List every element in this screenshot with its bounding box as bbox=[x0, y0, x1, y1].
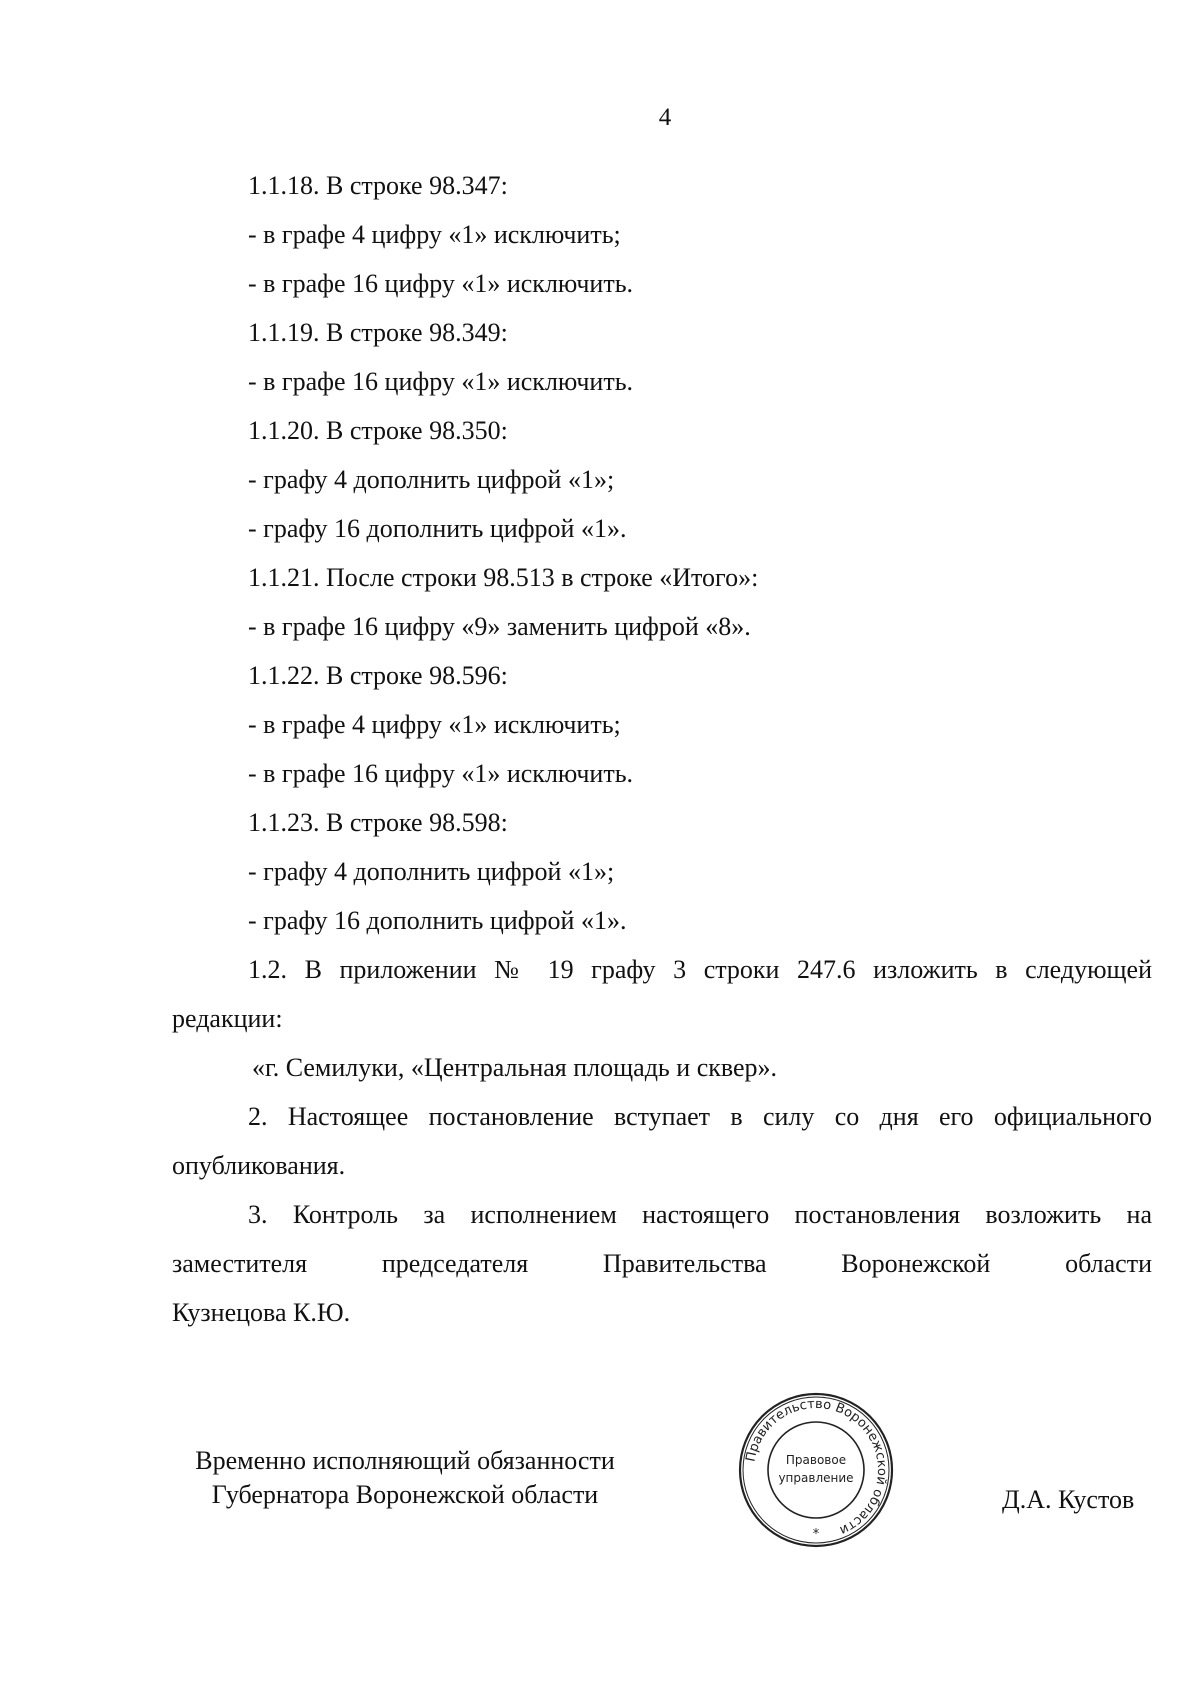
page-number: 4 bbox=[658, 104, 672, 131]
quoted-text: «г. Семилуки, «Центральная площадь и сквер». bbox=[252, 1053, 778, 1082]
item-1-1-20: 1.1.20. В строке 98.350: bbox=[248, 416, 508, 445]
item-2: 2. Настоящее постановление вступает в силу со дня его официального bbox=[248, 1102, 1152, 1131]
item-1-1-22: 1.1.22. В строке 98.596: bbox=[248, 661, 508, 690]
list-item: - графу 16 дополнить цифрой «1». bbox=[248, 514, 627, 543]
list-item: - в графе 16 цифру «9» заменить цифрой «8». bbox=[248, 612, 751, 641]
item-1-2-cont: редакции: bbox=[172, 1004, 283, 1033]
list-item: - в графе 16 цифру «1» исключить. bbox=[248, 759, 634, 788]
list-item: - в графе 16 цифру «1» исключить. bbox=[248, 367, 634, 396]
list-item: - графу 4 дополнить цифрой «1»; bbox=[248, 857, 615, 886]
stamp-star: * bbox=[812, 1527, 820, 1542]
item-1-1-18: 1.1.18. В строке 98.347: bbox=[248, 171, 508, 200]
item-3-cont: заместителя председателя Правительства Воронежской области bbox=[172, 1249, 1152, 1278]
item-3: 3. Контроль за исполнением настоящего постановления возложить на bbox=[248, 1200, 1152, 1229]
stamp-inner-line2: управление bbox=[778, 1471, 854, 1485]
signature-title-line2: Губернатора Воронежской области bbox=[211, 1480, 599, 1509]
item-2-cont: опубликования. bbox=[172, 1151, 346, 1180]
list-item: - в графе 16 цифру «1» исключить. bbox=[248, 269, 634, 298]
item-1-2: 1.2. В приложении № 19 графу 3 строки 247.6 изложить в следующей bbox=[248, 955, 1152, 984]
signature-title-line1: Временно исполняющий обязанности bbox=[195, 1446, 615, 1475]
stamp-outer-text: Правительство Воронежской области bbox=[743, 1396, 890, 1538]
item-1-1-19: 1.1.19. В строке 98.349: bbox=[248, 318, 508, 347]
list-item: - в графе 4 цифру «1» исключить; bbox=[248, 220, 621, 249]
list-item: - в графе 4 цифру «1» исключить; bbox=[248, 710, 621, 739]
signature-title bbox=[170, 1444, 640, 1512]
item-1-1-21: 1.1.21. После строки 98.513 в строке «Итого»: bbox=[248, 563, 759, 592]
signatory-name: Д.А. Кустов bbox=[1002, 1485, 1135, 1514]
item-3-cont2: Кузнецова К.Ю. bbox=[172, 1298, 351, 1327]
stamp-inner-line1: Правовое bbox=[785, 1453, 847, 1467]
official-stamp bbox=[736, 1390, 896, 1550]
list-item: - графу 16 дополнить цифрой «1». bbox=[248, 906, 627, 935]
list-item: - графу 4 дополнить цифрой «1»; bbox=[248, 465, 615, 494]
item-1-1-23: 1.1.23. В строке 98.598: bbox=[248, 808, 508, 837]
